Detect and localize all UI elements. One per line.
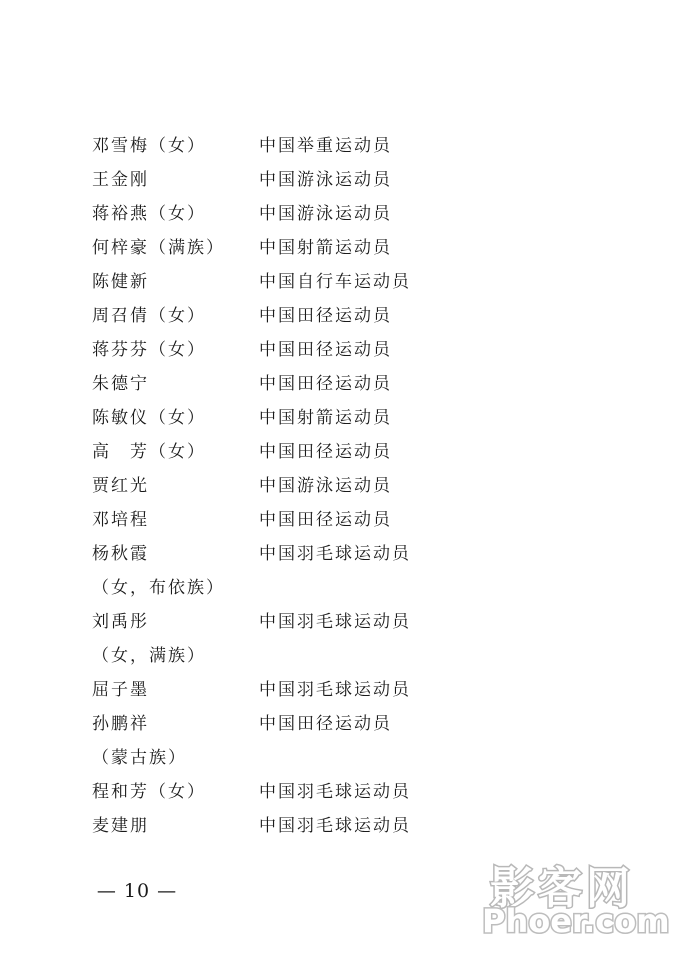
athlete-title: 中国射箭运动员 [259,237,392,258]
athlete-title: 中国自行车运动员 [259,271,411,292]
list-item [92,160,572,194]
list-item [92,262,572,296]
watermark-text-cn: 影客网 [490,863,634,914]
list-item [92,738,572,772]
list-item [92,228,572,262]
athlete-title: 中国田径运动员 [259,305,392,326]
athlete-title: 中国羽毛球运动员 [259,611,411,632]
athlete-name: 邓雪梅（女） [92,135,206,156]
list-item [92,568,572,602]
athlete-name: 邓培程 [92,509,149,530]
list-item [92,194,572,228]
list-item [92,806,572,840]
athlete-title: 中国游泳运动员 [259,169,392,190]
athlete-title: 中国羽毛球运动员 [259,815,411,836]
list-item [92,772,572,806]
athlete-name: 刘禹彤 [92,611,149,632]
list-item [92,432,572,466]
athlete-name-note: （蒙古族） [92,747,187,768]
athlete-name: 朱德宁 [92,373,149,394]
list-item [92,670,572,704]
list-item [92,704,572,738]
list-item [92,126,572,160]
athlete-title: 中国羽毛球运动员 [259,679,411,700]
athlete-title: 中国田径运动员 [259,339,392,360]
athlete-name: 屈子墨 [92,679,149,700]
athlete-name: 蒋裕燕（女） [92,203,206,224]
athlete-name: 孙鹏祥 [92,713,149,734]
list-item [92,330,572,364]
list-item [92,636,572,670]
athlete-name: 贾红光 [92,475,149,496]
athlete-title: 中国举重运动员 [259,135,392,156]
athlete-name: 高 芳（女） [92,441,206,462]
list-item [92,534,572,568]
athlete-name: 蒋芬芬（女） [92,339,206,360]
athlete-title: 中国射箭运动员 [259,407,392,428]
athlete-name-note: （女，满族） [92,645,206,666]
list-item [92,364,572,398]
athlete-list [92,126,572,840]
athlete-name: 陈敏仪（女） [92,407,206,428]
athlete-name-note: （女，布依族） [92,577,225,598]
watermark-text-en: Phoer.com [482,902,670,940]
athlete-title: 中国游泳运动员 [259,475,392,496]
list-item [92,500,572,534]
athlete-name: 麦建朋 [92,815,149,836]
athlete-name: 王金刚 [92,169,149,190]
list-item [92,398,572,432]
athlete-name: 杨秋霞 [92,543,149,564]
list-item [92,602,572,636]
athlete-name: 周召倩（女） [92,305,206,326]
athlete-title: 中国田径运动员 [259,441,392,462]
list-item [92,466,572,500]
athlete-title: 中国羽毛球运动员 [259,543,411,564]
athlete-name: 程和芳（女） [92,781,206,802]
athlete-title: 中国游泳运动员 [259,203,392,224]
athlete-title: 中国田径运动员 [259,713,392,734]
athlete-title: 中国羽毛球运动员 [259,781,411,802]
athlete-name: 何梓豪（满族） [92,237,225,258]
athlete-title: 中国田径运动员 [259,509,392,530]
page-number: — 10 — [96,880,178,902]
athlete-name: 陈健新 [92,271,149,292]
athlete-title: 中国田径运动员 [259,373,392,394]
watermark-logo [478,852,668,942]
list-item [92,296,572,330]
